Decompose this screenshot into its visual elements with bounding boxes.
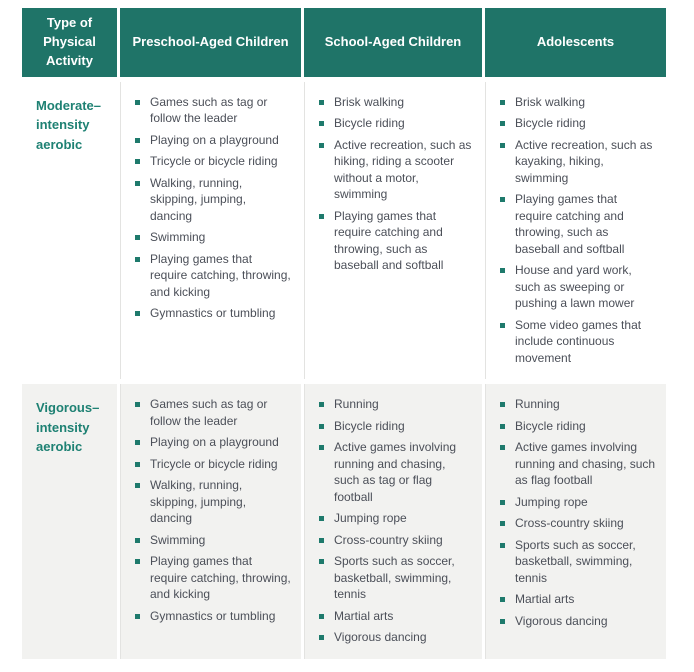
list-item-text: Bicycle riding bbox=[515, 116, 586, 131]
bullet-square-icon bbox=[319, 516, 324, 521]
bullet-square-icon bbox=[135, 483, 140, 488]
list-item-text: Playing on a playground bbox=[150, 435, 279, 450]
list-item bbox=[500, 137, 656, 187]
list-item bbox=[319, 608, 472, 625]
list-item-text: Games such as tag or follow the leader bbox=[150, 397, 268, 428]
bullet-square-icon bbox=[319, 424, 324, 429]
list-item bbox=[135, 229, 291, 246]
list-item-text: Brisk walking bbox=[334, 94, 405, 109]
list-item-text: Some video games that include continuous movement bbox=[515, 317, 642, 365]
bullet-square-icon bbox=[135, 559, 140, 564]
list-item-text: Active recreation, such as kayaking, hiking, swimming bbox=[515, 137, 653, 185]
bullet-square-icon bbox=[500, 445, 505, 450]
cell-vigorous-preschool bbox=[120, 384, 301, 659]
list-item-text: Vigorous dancing bbox=[515, 613, 608, 628]
table-row-moderate-intensity bbox=[22, 82, 666, 380]
list-item bbox=[319, 532, 472, 549]
cell-vigorous-school-aged bbox=[304, 384, 482, 659]
list-item-text: Playing games that require catching, throwing, and kicking bbox=[150, 251, 291, 299]
list-item-text: Brisk walking bbox=[515, 94, 586, 109]
list-item-text: Playing games that require catching and throwing, such as baseball and softball bbox=[515, 192, 625, 256]
bullet-list-moderate-school-aged bbox=[319, 94, 472, 274]
list-item bbox=[135, 153, 291, 170]
list-item bbox=[500, 317, 656, 367]
header-preschool-aged-children: Preschool-Aged Children bbox=[120, 8, 301, 77]
list-item bbox=[500, 613, 656, 630]
list-item-text: Tricycle or bicycle riding bbox=[150, 154, 278, 169]
bullet-square-icon bbox=[319, 143, 324, 148]
list-item bbox=[319, 115, 472, 132]
cell-moderate-adolescents bbox=[485, 82, 666, 380]
list-item bbox=[500, 591, 656, 608]
list-item bbox=[500, 537, 656, 587]
list-item bbox=[500, 418, 656, 435]
list-item bbox=[135, 434, 291, 451]
list-item-text: Tricycle or bicycle riding bbox=[150, 456, 278, 471]
list-item bbox=[500, 439, 656, 489]
list-item-text: Cross-country skiing bbox=[515, 516, 624, 531]
list-item bbox=[500, 515, 656, 532]
list-item bbox=[135, 396, 291, 429]
list-item-text: Playing games that require catching, throwing, and kicking bbox=[150, 554, 291, 602]
list-item bbox=[319, 396, 472, 413]
list-item bbox=[135, 477, 291, 527]
list-item-text: Jumping rope bbox=[334, 511, 407, 526]
bullet-square-icon bbox=[500, 143, 505, 148]
bullet-square-icon bbox=[135, 257, 140, 262]
list-item bbox=[500, 494, 656, 511]
list-item bbox=[135, 132, 291, 149]
row-label-vigorous-intensity-aerobic: Vigorous–intensity aerobic bbox=[22, 384, 117, 659]
list-item-text: Bicycle riding bbox=[334, 418, 405, 433]
bullet-list-vigorous-adolescents bbox=[500, 396, 656, 629]
bullet-square-icon bbox=[135, 614, 140, 619]
list-item-text: Vigorous dancing bbox=[334, 630, 427, 645]
list-item bbox=[135, 456, 291, 473]
list-item-text: Active games involving running and chasing, such as flag football bbox=[515, 440, 656, 488]
cell-vigorous-adolescents bbox=[485, 384, 666, 659]
bullet-square-icon bbox=[500, 323, 505, 328]
bullet-square-icon bbox=[135, 138, 140, 143]
bullet-square-icon bbox=[319, 614, 324, 619]
list-item-text: Running bbox=[334, 397, 379, 412]
header-school-aged-children: School-Aged Children bbox=[304, 8, 482, 77]
bullet-square-icon bbox=[319, 635, 324, 640]
list-item bbox=[135, 251, 291, 301]
bullet-square-icon bbox=[319, 445, 324, 450]
header-row bbox=[22, 8, 666, 77]
list-item-text: Sports such as soccer, basketball, swimming, tennis bbox=[334, 554, 455, 602]
list-item-text: Running bbox=[515, 397, 560, 412]
bullet-square-icon bbox=[135, 181, 140, 186]
bullet-square-icon bbox=[135, 311, 140, 316]
list-item bbox=[500, 262, 656, 312]
bullet-square-icon bbox=[319, 538, 324, 543]
list-item bbox=[319, 418, 472, 435]
bullet-square-icon bbox=[135, 462, 140, 467]
list-item-text: Active recreation, such as hiking, riding a scooter without a motor, swimming bbox=[334, 137, 472, 202]
list-item bbox=[319, 553, 472, 603]
list-item bbox=[319, 137, 472, 203]
list-item bbox=[319, 208, 472, 274]
bullet-square-icon bbox=[500, 121, 505, 126]
list-item bbox=[135, 94, 291, 127]
bullet-square-icon bbox=[500, 424, 505, 429]
list-item-text: Martial arts bbox=[334, 608, 394, 623]
bullet-square-icon bbox=[135, 402, 140, 407]
list-item-text: Jumping rope bbox=[515, 494, 588, 509]
list-item bbox=[135, 175, 291, 225]
list-item-text: Gymnastics or tumbling bbox=[150, 306, 276, 321]
bullet-square-icon bbox=[319, 214, 324, 219]
bullet-list-vigorous-school-aged bbox=[319, 396, 472, 646]
bullet-list-moderate-preschool bbox=[135, 94, 291, 322]
list-item bbox=[500, 115, 656, 132]
list-item-text: Active games involving running and chasing, such as tag or flag football bbox=[334, 440, 457, 504]
bullet-square-icon bbox=[500, 100, 505, 105]
list-item bbox=[319, 439, 472, 505]
list-item-text: Bicycle riding bbox=[334, 116, 405, 131]
list-item-text: Swimming bbox=[150, 230, 206, 245]
list-item-text: Walking, running, skipping, jumping, dancing bbox=[150, 175, 247, 223]
bullet-square-icon bbox=[135, 538, 140, 543]
list-item-text: Cross-country skiing bbox=[334, 532, 443, 547]
header-type-of-physical-activity: Type of Physical Activity bbox=[22, 8, 117, 77]
list-item-text: Martial arts bbox=[515, 592, 575, 607]
bullet-square-icon bbox=[500, 543, 505, 548]
bullet-list-moderate-adolescents bbox=[500, 94, 656, 367]
list-item-text: Bicycle riding bbox=[515, 418, 586, 433]
list-item-text: Sports such as soccer, basketball, swimming, tennis bbox=[515, 537, 636, 585]
list-item-text: Games such as tag or follow the leader bbox=[150, 94, 268, 126]
list-item bbox=[500, 396, 656, 413]
bullet-square-icon bbox=[135, 159, 140, 164]
bullet-square-icon bbox=[135, 235, 140, 240]
bullet-square-icon bbox=[500, 521, 505, 526]
list-item-text: Swimming bbox=[150, 532, 206, 547]
list-item bbox=[135, 532, 291, 549]
cell-moderate-school-aged bbox=[304, 82, 482, 380]
bullet-square-icon bbox=[500, 500, 505, 505]
bullet-list-vigorous-preschool bbox=[135, 396, 291, 624]
physical-activity-table bbox=[19, 3, 669, 664]
bullet-square-icon bbox=[135, 100, 140, 105]
bullet-square-icon bbox=[500, 597, 505, 602]
list-item-text: Gymnastics or tumbling bbox=[150, 608, 276, 623]
list-item bbox=[135, 608, 291, 625]
bullet-square-icon bbox=[500, 402, 505, 407]
list-item-text: Playing on a playground bbox=[150, 132, 279, 147]
bullet-square-icon bbox=[135, 440, 140, 445]
list-item-text: Playing games that require catching and throwing, such as baseball and softball bbox=[334, 208, 444, 273]
bullet-square-icon bbox=[500, 197, 505, 202]
bullet-square-icon bbox=[500, 619, 505, 624]
list-item bbox=[500, 191, 656, 257]
list-item bbox=[319, 94, 472, 111]
bullet-square-icon bbox=[500, 268, 505, 273]
list-item bbox=[319, 629, 472, 646]
header-adolescents: Adolescents bbox=[485, 8, 666, 77]
bullet-square-icon bbox=[319, 559, 324, 564]
cell-moderate-preschool bbox=[120, 82, 301, 380]
list-item bbox=[135, 305, 291, 322]
list-item bbox=[319, 510, 472, 527]
bullet-square-icon bbox=[319, 402, 324, 407]
list-item bbox=[135, 553, 291, 603]
list-item-text: House and yard work, such as sweeping or pushing a lawn mower bbox=[515, 263, 635, 311]
bullet-square-icon bbox=[319, 121, 324, 126]
list-item bbox=[500, 94, 656, 111]
list-item-text: Walking, running, skipping, jumping, dancing bbox=[150, 478, 247, 526]
table-row-vigorous-intensity bbox=[22, 384, 666, 659]
row-label-moderate-intensity-aerobic: Moderate–intensity aerobic bbox=[22, 82, 117, 380]
bullet-square-icon bbox=[319, 100, 324, 105]
